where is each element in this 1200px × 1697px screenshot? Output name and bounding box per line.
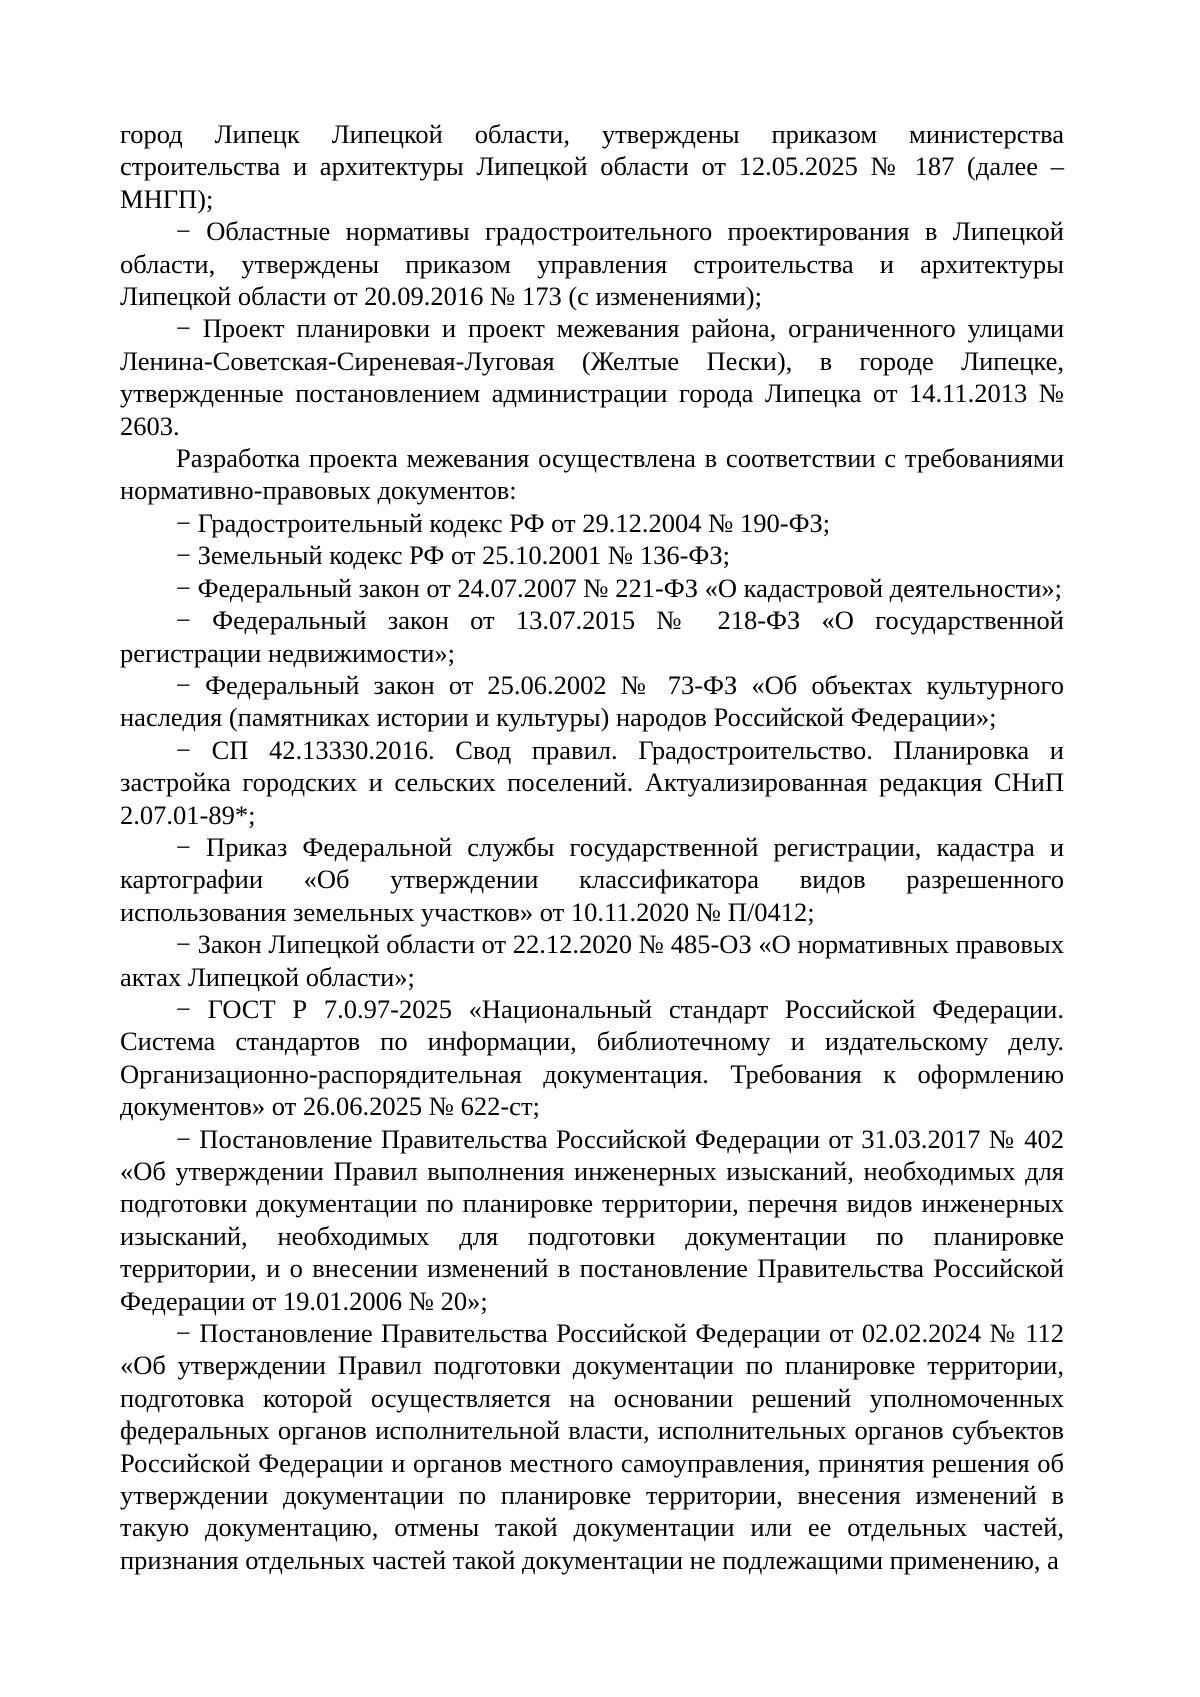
list-item-regional-norms: − Областные нормативы градостроительного проектирования в Липецкой области, утверждены приказом управления строительства и архитектуры Липецкой области от 20.09.2016 № 173 (с изменениями); bbox=[120, 216, 1064, 312]
list-item-urban-code: − Градостроительный кодекс РФ от 29.12.2004 № 190-ФЗ; bbox=[176, 507, 831, 538]
list-item-rosreestr-order: − Приказ Федеральной службы государственной регистрации, кадастра и картографии «Об утверждении классификатора видов разрешенного использования земельных участков» от 10.11.2020 № П/0412; bbox=[120, 831, 1064, 927]
list-item-heritage-law: − Федеральный закон от 25.06.2002 № 73-ФЗ «Об объектах культурного наследия (памятниках истории и культуры) народов Российской Федерации»; bbox=[120, 669, 1064, 733]
list-item-registration-law: − Федеральный закон от 13.07.2015 № 218-ФЗ «О государственной регистрации недвижимости»; bbox=[120, 605, 1064, 668]
list-item-resolution-112: − Постановление Правительства Российской Федерации от 02.02.2024 № 112 «Об утверждении Правил подготовки документации по планировке территории, подготовка которой осуществляется на основании решений уполномоченных федеральных органов исполнительной власти, исполнительных органов субъектов Российской Федерации и органов местного самоуправления, принятия решения об утверждении документации по планировке территории, внесения изменений в такую документацию, отмены такой документации или ее отдельных частей, признания отдельных частей такой документации не подлежащими применению, а bbox=[120, 1318, 1064, 1575]
list-item-lipetsk-law: − Закон Липецкой области от 22.12.2020 № 485-ОЗ «О нормативных правовых актах Липецкой области»; bbox=[120, 929, 1064, 992]
list-item-planning-project: − Проект планировки и проект межевания района, ограниченного улицами Ленина-Советская-Сиреневая-Луговая (Желтые Пески), в городе Липецке, утвержденные постановлением администрации города Липецка от 14.11.2013 № 2603. bbox=[120, 313, 1064, 441]
paragraph-continuation: город Липецк Липецкой области, утверждены приказом министерства строительства и архитектуры Липецкой области от 12.05.2025 № 187 (далее – МНГП); bbox=[120, 119, 1064, 214]
paragraph-intro: Разработка проекта межевания осуществлена в соответствии с требованиями нормативно-правовых документов: bbox=[120, 443, 1064, 506]
list-item-cadastral-law: − Федеральный закон от 24.07.2007 № 221-ФЗ «О кадастровой деятельности»; bbox=[176, 572, 1062, 603]
list-item-sp-42: − СП 42.13330.2016. Свод правил. Градостроительство. Планировка и застройка городских и сельских поселений. Актуализированная редакция СНиП 2.07.01-89*; bbox=[120, 734, 1064, 830]
list-item-gost: − ГОСТ Р 7.0.97-2025 «Национальный стандарт Российской Федерации. Система стандартов по информации, библиотечному и издательскому делу. Организационно-распорядительная документация. Требования к оформлению документов» от 26.06.2025 № 622-ст; bbox=[120, 993, 1064, 1122]
list-item-resolution-402: − Постановление Правительства Российской Федерации от 31.03.2017 № 402 «Об утверждении Правил выполнения инженерных изысканий, необходимых для подготовки документации по планировке территории, перечня видов инженерных изысканий, необходимых для подготовки документации по планировке территории, и о внесении изменений в постановление Правительства Российской Федерации от 19.01.2006 № 20»; bbox=[120, 1123, 1064, 1316]
list-item-land-code: − Земельный кодекс РФ от 25.10.2001 № 136-ФЗ; bbox=[176, 540, 730, 571]
